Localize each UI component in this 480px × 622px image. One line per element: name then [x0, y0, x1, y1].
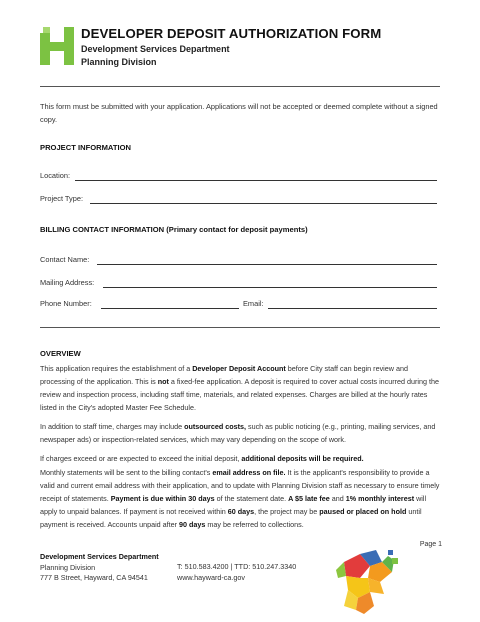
phone-number-field[interactable] [101, 308, 239, 309]
overview-paragraph-4: Monthly statements will be sent to the billing contact's email address on file. It is the applicant's responsibility to provide a valid and current email address with their application, and to update with Planning Division staff as necessary to ensure timely receipt of statements. Payment is due within 30 days of the statement date. A $5 late fee and 1% monthly interest will apply to unpaid balances. If payment is not received within 60 days, the project may be paused or placed on hold until payment is received. Accounts unpaid after 90 days may be referred to collections. [40, 468, 440, 530]
footer-department: Development Services Department [40, 552, 159, 561]
location-label: Location: [40, 171, 70, 180]
footer-website[interactable]: www.hayward-ca.gov [177, 572, 245, 582]
footer-phone: T: 510.583.4200 | TTD: 510.247.3340 [177, 562, 297, 571]
footer-contact-block [177, 562, 296, 583]
overview-paragraph-3: If charges exceed or are expected to exceed the initial deposit, additional deposits will be required. [40, 454, 364, 463]
overview-paragraph-1: This application requires the establishment of a Developer Deposit Account before City staff can begin review and processing of the application. This is not a fixed-fee application. A deposit is required to cover actual costs incurred during the review and inspection process, including staff time, materials, and related expenses. Charges are billed at the hourly rates listed in the City's adopted Master Fee Schedule. [40, 364, 440, 413]
mailing-address-field[interactable] [103, 287, 437, 288]
project-type-field[interactable] [90, 203, 437, 204]
decorative-map-graphic [330, 548, 405, 616]
page-number: Page 1 [419, 541, 442, 548]
contact-name-label: Contact Name: [40, 255, 90, 264]
footer-division: Planning Division [40, 562, 96, 572]
header-divider [40, 86, 440, 87]
project-info-heading: PROJECT INFORMATION [40, 143, 131, 152]
billing-info-heading: BILLING CONTACT INFORMATION (Primary contact for deposit payments) [40, 225, 308, 234]
form-title: DEVELOPER DEPOSIT AUTHORIZATION FORM [81, 26, 382, 41]
mailing-address-label: Mailing Address: [40, 278, 95, 287]
overview-heading: OVERVIEW [40, 349, 81, 358]
division-name: Planning Division [81, 57, 157, 67]
department-name: Development Services Department [81, 44, 230, 54]
contact-name-field[interactable] [97, 264, 437, 265]
email-label: Email: [243, 299, 264, 308]
phone-number-label: Phone Number: [40, 299, 92, 308]
project-type-label: Project Type: [40, 194, 83, 203]
section-divider [40, 327, 440, 328]
hayward-h-logo [40, 27, 74, 65]
email-field[interactable] [268, 308, 437, 309]
footer-address: 777 B Street, Hayward, CA 94541 [40, 573, 148, 583]
intro-text: This form must be submitted with your application. Applications will not be accepted or deemed complete without a signed copy. [40, 102, 438, 125]
footer-address-block [40, 552, 159, 584]
location-field[interactable] [75, 180, 437, 181]
overview-paragraph-2: In addition to staff time, charges may include outsourced costs, such as public noticing (e.g., printing, mailing services, and newspaper ads) or inspection-related services, which may vary depending on the scope of work. [40, 422, 436, 445]
